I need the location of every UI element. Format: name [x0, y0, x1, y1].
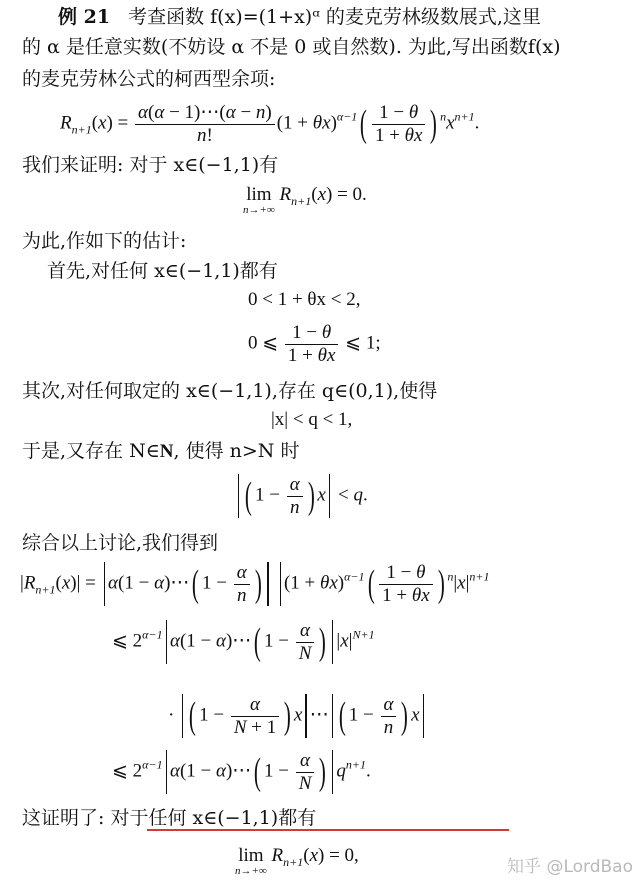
inequality-q: |x| < q < 1, — [271, 409, 353, 430]
intro-line-1: 考查函数 f(x)=(1+x)ᵅ 的麦克劳林级数展式,这里 — [128, 6, 541, 28]
combine-heading: 综合以上讨论,我们得到 — [22, 532, 219, 554]
inequality-n: ( 1 − $\frac{\alpha}{n}$ ) x < q. — [235, 474, 368, 519]
estimate-heading: 为此,作如下的估计: — [22, 230, 187, 252]
example-heading — [58, 8, 541, 27]
inequality-1: 0 < 1 + θx < 2, — [248, 289, 361, 310]
estimate-line-3: · ( 1 − $\frac{\alpha}{N + 1}$ ) x ⋯ ( 1 − $\frac{\alpha}{n}$ ) x — [168, 694, 427, 739]
prove-statement: 我们来证明: 对于 x∈(−1,1)有 — [22, 154, 279, 176]
first-step: 首先,对任何 x∈(−1,1)都有 — [47, 260, 278, 282]
limit-conclusion: lim n→+∞ $R_{n+1}(x) = 0$, — [235, 845, 359, 877]
intro-line-2: 的 α 是任意实数(不妨设 α 不是 0 或自然数). 为此,写出函数f(x) — [22, 36, 561, 58]
inequality-2: 0 ⩽ $\frac{1 - \theta}{1 + \theta x}$ ⩽ 1; — [248, 322, 381, 366]
estimate-line-4: ⩽ $2^{\alpha-1}$ α(1 − α)⋯( 1 − $\frac{\alpha}{N}$ ) $q^{n+1}$. — [112, 750, 371, 794]
estimate-line-2: ⩽ $2^{\alpha-1}$ α(1 − α)⋯( 1 − $\frac{\alpha}{N}$ ) $|x|^{N+1}$ — [112, 620, 375, 664]
limit-claim: lim n→+∞ $R_{n+1}(x) = 0$. — [243, 184, 367, 216]
red-underline — [147, 829, 509, 831]
intro-line-3: 的麦克劳林公式的柯西型余项: — [22, 68, 276, 90]
estimate-line-1: $|R_{n+1}(x)| = \alpha(1$ − α)⋯( 1 − $\frac{\alpha}{n}$ ) $(1 + \theta x)^{\alpha-1}$( $\frac{1 - \theta}{1 + \theta x}$ ) $^n|x|^{n+1}$ — [20, 562, 490, 606]
watermark: 知乎 @LordBao — [507, 857, 633, 877]
example-label: 例 21 — [58, 6, 111, 28]
conclusion-statement: 这证明了: 对于任何 x∈(−1,1)都有 — [22, 807, 317, 829]
then-step: 于是,又存在 N∈N, 使得 n>N 时 — [22, 440, 300, 462]
second-step: 其次,对任何取定的 x∈(−1,1),存在 q∈(0,1),使得 — [22, 380, 438, 402]
remainder-formula: $R_{n+1}(x)$ = $\frac{\alpha(\alpha - 1)\cdots(\alpha - n)}{n!}$ $(1 + \theta x)^{\alpha-1}$( $\frac{1 - \theta}{1 + \theta x}$ ) $^nx^{n+1}$. — [60, 102, 480, 146]
